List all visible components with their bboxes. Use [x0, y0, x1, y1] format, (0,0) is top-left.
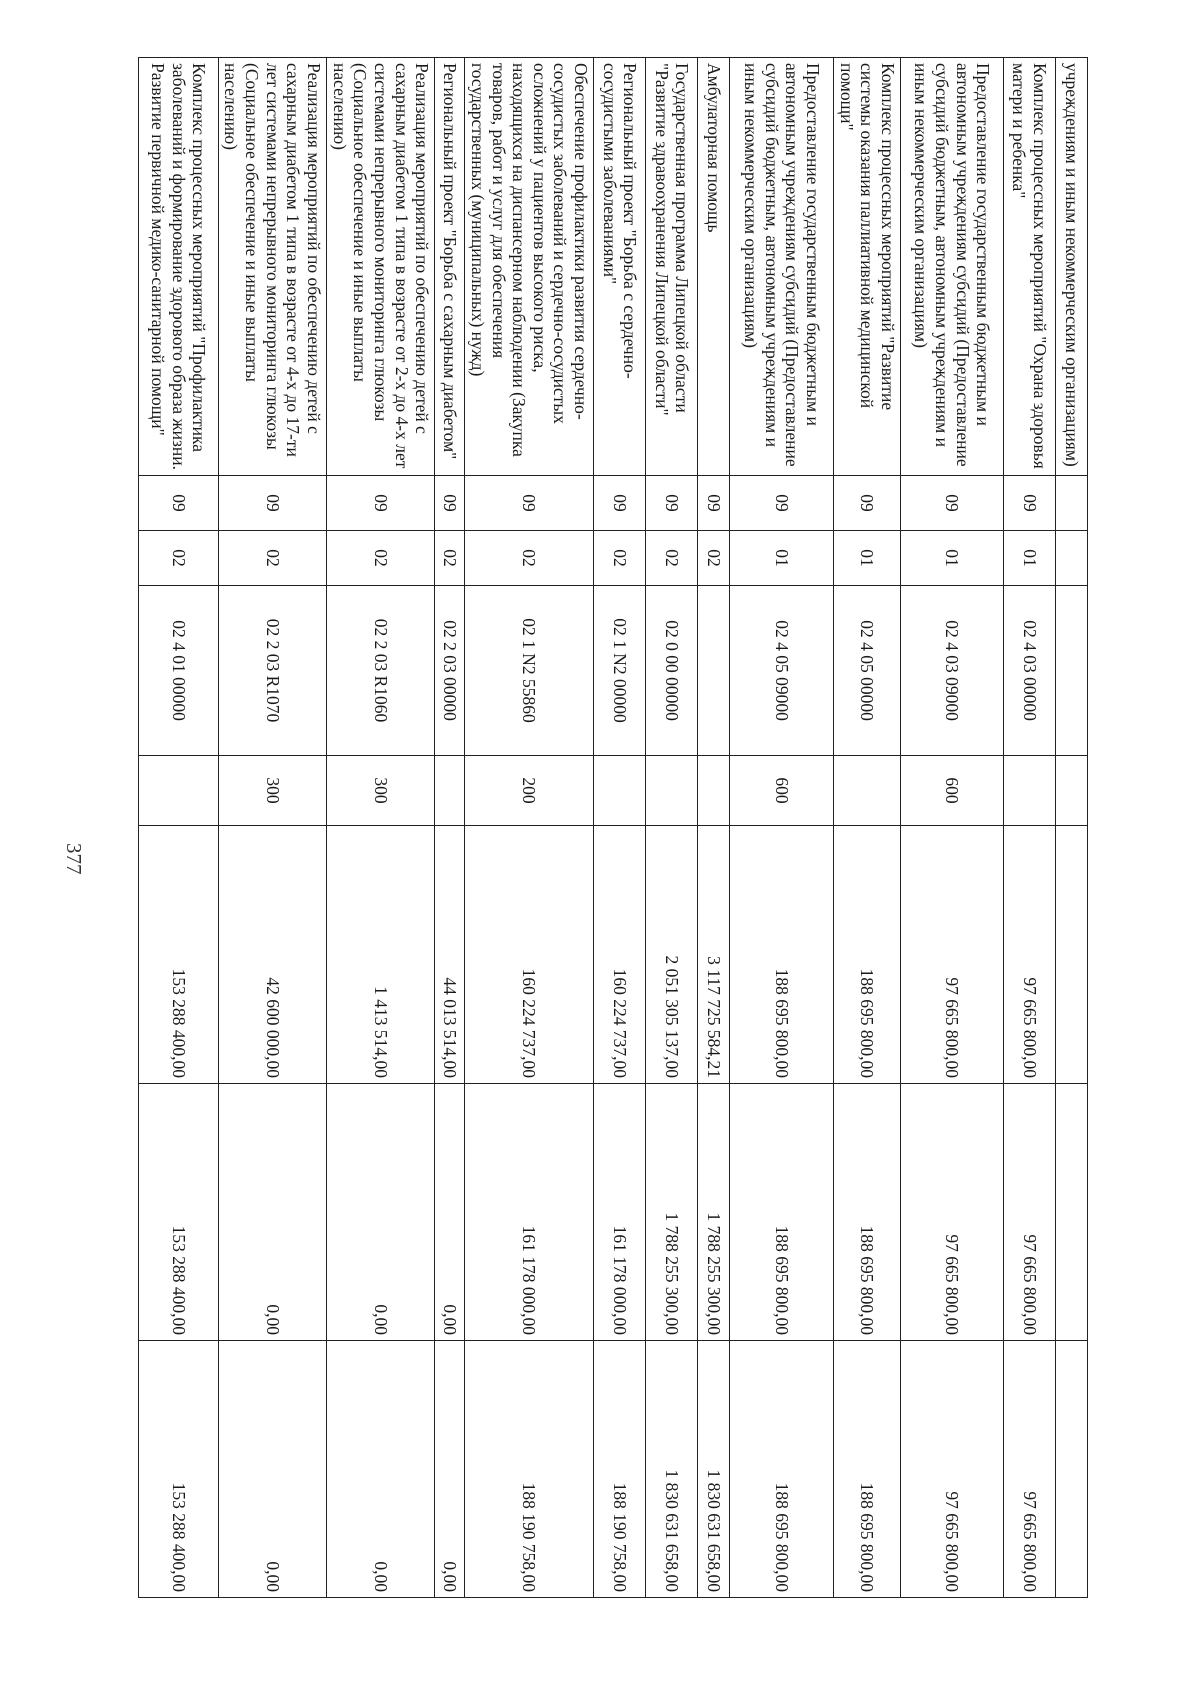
amount-year3-cell: 0,00 — [327, 1341, 435, 1598]
section-cell: 09 — [327, 476, 435, 531]
section-cell: 09 — [594, 476, 646, 531]
expense-type-cell — [594, 756, 646, 826]
table-row — [138, 58, 218, 1598]
table-body — [138, 58, 1087, 1598]
row-name-cell: Комплекс процессных мероприятий "Профилактика заболеваний и формирование здорового образа жизни. Развитие первичной медико-санитарной помощи" — [138, 58, 218, 476]
amount-year3-cell: 0,00 — [435, 1341, 465, 1598]
subsection-cell: 01 — [1004, 531, 1056, 586]
amount-year1-cell: 97 665 800,00 — [901, 826, 1004, 1084]
row-name-cell: учреждениям и иным некоммерческим организациям) — [1056, 58, 1088, 476]
amount-year2-cell: 0,00 — [327, 1084, 435, 1341]
amount-year3-cell: 1 830 631 658,00 — [646, 1341, 698, 1598]
amount-year1-cell: 188 695 800,00 — [730, 826, 834, 1084]
amount-year2-cell: 1 788 255 300,00 — [646, 1084, 698, 1341]
target-article-cell: 02 4 01 00000 — [138, 586, 218, 756]
amount-year2-cell: 161 178 000,00 — [465, 1084, 594, 1341]
expense-type-cell — [834, 756, 901, 826]
target-article-cell: 02 0 00 00000 — [646, 586, 698, 756]
target-article-cell: 02 4 05 09000 — [730, 586, 834, 756]
amount-year1-cell: 1 413 514,00 — [327, 826, 435, 1084]
expense-type-cell — [1004, 756, 1056, 826]
target-article-cell: 02 2 03 R1070 — [218, 586, 326, 756]
subsection-cell: 02 — [646, 531, 698, 586]
budget-table — [138, 57, 1088, 1598]
table-row — [834, 58, 901, 1598]
expense-type-cell: 300 — [327, 756, 435, 826]
table-row — [646, 58, 698, 1598]
amount-year2-cell: 188 695 800,00 — [730, 1084, 834, 1341]
amount-year3-cell: 188 190 758,00 — [465, 1341, 594, 1598]
section-cell: 09 — [834, 476, 901, 531]
subsection-cell: 02 — [138, 531, 218, 586]
section-cell: 09 — [218, 476, 326, 531]
amount-year3-cell: 188 695 800,00 — [834, 1341, 901, 1598]
amount-year1-cell: 153 288 400,00 — [138, 826, 218, 1084]
amount-year3-cell: 188 695 800,00 — [730, 1341, 834, 1598]
expense-type-cell: 600 — [730, 756, 834, 826]
subsection-cell — [1056, 531, 1088, 586]
amount-year3-cell: 153 288 400,00 — [138, 1341, 218, 1598]
expense-type-cell — [698, 756, 730, 826]
amount-year1-cell: 188 695 800,00 — [834, 826, 901, 1084]
expense-type-cell: 200 — [465, 756, 594, 826]
target-article-cell: 02 2 03 00000 — [435, 586, 465, 756]
target-article-cell: 02 2 03 R1060 — [327, 586, 435, 756]
amount-year1-cell: 97 665 800,00 — [1004, 826, 1056, 1084]
table-row — [594, 58, 646, 1598]
amount-year1-cell: 44 013 514,00 — [435, 826, 465, 1084]
table-row — [1004, 58, 1056, 1598]
amount-year2-cell: 97 665 800,00 — [901, 1084, 1004, 1341]
amount-year2-cell — [1056, 1084, 1088, 1341]
row-name-cell: Предоставление государственным бюджетным и автономным учреждениям субсидий (Предоставление субсидий бюджетным, автономным учреждениям и иным некоммерческим организациям) — [901, 58, 1004, 476]
amount-year2-cell: 0,00 — [218, 1084, 326, 1341]
target-article-cell — [1056, 586, 1088, 756]
section-cell: 09 — [465, 476, 594, 531]
amount-year2-cell: 161 178 000,00 — [594, 1084, 646, 1341]
table-row — [698, 58, 730, 1598]
rotated-page — [133, 57, 1088, 1597]
target-article-cell — [698, 586, 730, 756]
table-row — [218, 58, 326, 1598]
amount-year2-cell: 97 665 800,00 — [1004, 1084, 1056, 1341]
row-name-cell: Предоставление государственным бюджетным и автономным учреждениям субсидий (Предоставление субсидий бюджетным, автономным учреждениям и иным некоммерческим организациям) — [730, 58, 834, 476]
row-name-cell: Реализация мероприятий по обеспечению детей с сахарным диабетом 1 типа в возрасте от 4-х до 17-ти лет системами непрерывного мониторинга глюкозы (Социальное обеспечение и иные выплаты населению) — [218, 58, 326, 476]
subsection-cell: 01 — [834, 531, 901, 586]
table-row — [901, 58, 1004, 1598]
row-name-cell: Региональный проект "Борьба с сердечно-сосудистыми заболеваниями" — [594, 58, 646, 476]
section-cell: 09 — [698, 476, 730, 531]
row-name-cell: Обеспечение профилактики развития сердечно-сосудистых заболеваний и сердечно-сосудистых осложнений у пациентов высокого риска, находящихся на диспансерном наблюдении (Закупка товаров, работ и услуг для обеспечения государственных (муниципальных) нужд) — [465, 58, 594, 476]
amount-year1-cell: 42 600 000,00 — [218, 826, 326, 1084]
table-row — [327, 58, 435, 1598]
row-name-cell: Региональный проект "Борьба с сахарным диабетом" — [435, 58, 465, 476]
amount-year2-cell: 153 288 400,00 — [138, 1084, 218, 1341]
section-cell: 09 — [646, 476, 698, 531]
amount-year3-cell: 0,00 — [218, 1341, 326, 1598]
section-cell: 09 — [901, 476, 1004, 531]
section-cell: 09 — [730, 476, 834, 531]
subsection-cell: 02 — [218, 531, 326, 586]
subsection-cell: 02 — [594, 531, 646, 586]
amount-year3-cell: 188 190 758,00 — [594, 1341, 646, 1598]
target-article-cell: 02 4 03 09000 — [901, 586, 1004, 756]
subsection-cell: 02 — [435, 531, 465, 586]
amount-year3-cell: 97 665 800,00 — [1004, 1341, 1056, 1598]
subsection-cell: 02 — [465, 531, 594, 586]
amount-year1-cell: 2 051 305 137,00 — [646, 826, 698, 1084]
amount-year3-cell: 97 665 800,00 — [901, 1341, 1004, 1598]
amount-year3-cell: 1 830 631 658,00 — [698, 1341, 730, 1598]
section-cell: 09 — [1004, 476, 1056, 531]
section-cell: 09 — [138, 476, 218, 531]
amount-year2-cell: 0,00 — [435, 1084, 465, 1341]
row-name-cell: Реализация мероприятий по обеспечению детей с сахарным диабетом 1 типа в возрасте от 2-х до 4-х лет системами непрерывного мониторинга глюкозы (Социальное обеспечение и иные выплаты населению) — [327, 58, 435, 476]
subsection-cell: 01 — [901, 531, 1004, 586]
target-article-cell: 02 1 N2 55860 — [465, 586, 594, 756]
subsection-cell: 01 — [730, 531, 834, 586]
subsection-cell: 02 — [698, 531, 730, 586]
expense-type-cell — [435, 756, 465, 826]
amount-year1-cell — [1056, 826, 1088, 1084]
subsection-cell: 02 — [327, 531, 435, 586]
section-cell: 09 — [435, 476, 465, 531]
table-row — [465, 58, 594, 1598]
page-number: 377 — [62, 843, 86, 875]
table-row — [730, 58, 834, 1598]
target-article-cell: 02 4 05 00000 — [834, 586, 901, 756]
amount-year3-cell — [1056, 1341, 1088, 1598]
amount-year2-cell: 188 695 800,00 — [834, 1084, 901, 1341]
row-name-cell: Амбулаторная помощь — [698, 58, 730, 476]
amount-year1-cell: 160 224 737,00 — [465, 826, 594, 1084]
section-cell — [1056, 476, 1088, 531]
table-row — [1056, 58, 1088, 1598]
row-name-cell: Комплекс процессных мероприятий "Развитие системы оказания паллиативной медицинской помощи" — [834, 58, 901, 476]
amount-year1-cell: 160 224 737,00 — [594, 826, 646, 1084]
expense-type-cell — [1056, 756, 1088, 826]
table-row — [435, 58, 465, 1598]
target-article-cell: 02 4 03 00000 — [1004, 586, 1056, 756]
expense-type-cell: 600 — [901, 756, 1004, 826]
expense-type-cell: 300 — [218, 756, 326, 826]
expense-type-cell — [138, 756, 218, 826]
amount-year1-cell: 3 117 725 584,21 — [698, 826, 730, 1084]
row-name-cell: Государственная программа Липецкой области "Развитие здравоохранения Липецкой области" — [646, 58, 698, 476]
amount-year2-cell: 1 788 255 300,00 — [698, 1084, 730, 1341]
target-article-cell: 02 1 N2 00000 — [594, 586, 646, 756]
expense-type-cell — [646, 756, 698, 826]
row-name-cell: Комплекс процессных мероприятий "Охрана здоровья матери и ребенка" — [1004, 58, 1056, 476]
